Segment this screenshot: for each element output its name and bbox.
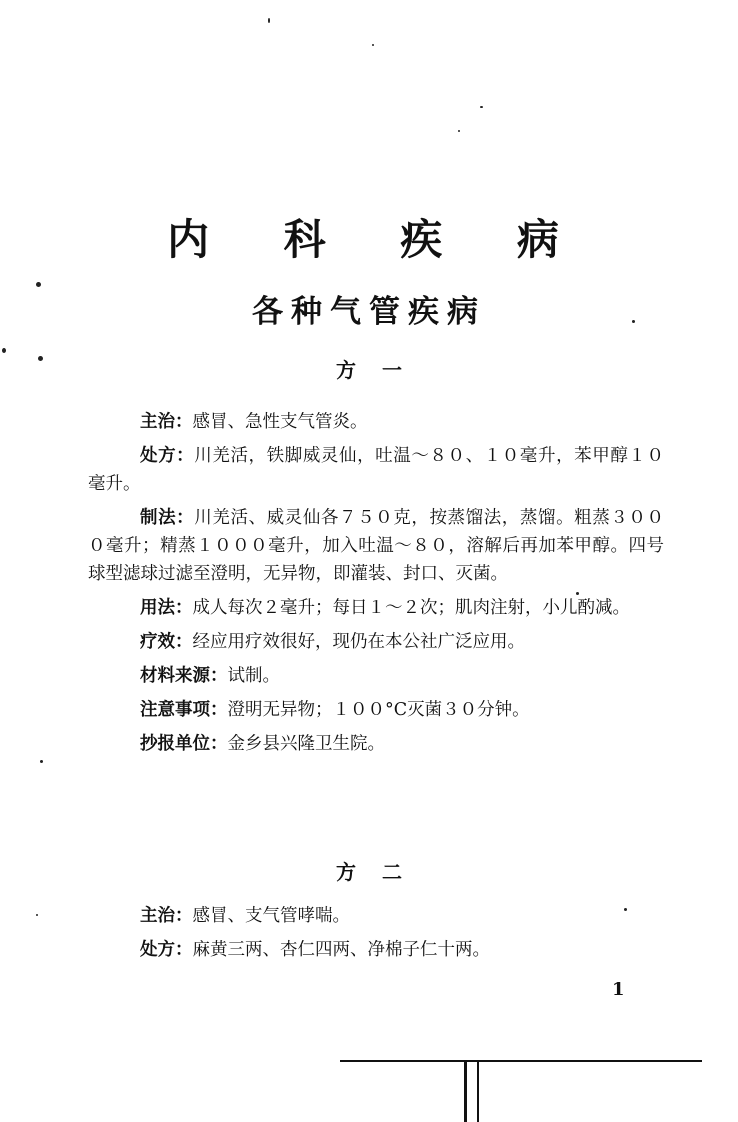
text-notes: 澄明无异物；１００°C灭菌３０分钟。 [227, 700, 530, 720]
binding-mark [464, 1062, 479, 1122]
label-preparation: 制法： [140, 508, 195, 528]
paragraph-reporter [88, 730, 664, 758]
paragraph-efficacy [88, 628, 664, 656]
prescription-heading-2: 方二 [336, 860, 428, 884]
paragraph-preparation [88, 504, 664, 588]
scan-speck [36, 282, 41, 287]
label-reporter: 抄报单位： [140, 734, 228, 754]
text-source: 试制。 [227, 666, 280, 686]
label-source: 材料来源： [140, 666, 228, 686]
text-efficacy: 经应用疗效很好，现仍在本公社广泛应用。 [192, 632, 525, 652]
prescription-2-body [88, 902, 664, 970]
text-preparation: 川羌活、威灵仙各７５０克，按蒸馏法，蒸馏。粗蒸３０００毫升；精蒸１０００毫升，加入吐温～８０，溶解后再加苯甲醇。四号球型滤球过滤至澄明，无异物，即灌装、封口、灭菌。 [88, 508, 665, 584]
paragraph-usage [88, 594, 664, 622]
section-subtitle: 各种气管疾病 [252, 294, 486, 330]
text-reporter: 金乡县兴隆卫生院。 [227, 734, 385, 754]
page-number: 1 [612, 979, 625, 1000]
scan-speck [576, 592, 579, 595]
scan-speck [372, 44, 374, 46]
scan-speck [36, 914, 38, 916]
label-notes: 注意事项： [140, 700, 228, 720]
label-efficacy: 疗效： [140, 632, 193, 652]
paragraph-prescription [88, 442, 664, 498]
scan-speck [40, 760, 43, 763]
scan-speck [2, 348, 6, 353]
text-indications-2: 感冒、支气管哮喘。 [192, 906, 350, 926]
label-indications: 主治： [140, 412, 193, 432]
text-prescription: 川羌活，铁脚威灵仙，吐温～８０、１０毫升，苯甲醇１０毫升。 [88, 446, 665, 494]
paragraph-prescription-2 [88, 936, 664, 964]
text-usage: 成人每次２毫升；每日１～２次；肌肉注射，小儿酌减。 [192, 598, 630, 618]
paragraph-source [88, 662, 664, 690]
scan-speck [632, 320, 635, 323]
scan-speck [38, 356, 43, 361]
scan-speck [268, 18, 270, 23]
scan-speck [458, 130, 460, 132]
prescription-heading-1: 方一 [336, 358, 428, 382]
label-indications-2: 主治： [140, 906, 193, 926]
paragraph-notes [88, 696, 664, 724]
paragraph-indications-2 [88, 902, 664, 930]
bottom-rule [340, 1060, 702, 1062]
label-prescription: 处方： [140, 446, 195, 466]
text-indications: 感冒、急性支气管炎。 [192, 412, 368, 432]
scan-speck [624, 908, 627, 911]
label-prescription-2: 处方： [140, 940, 193, 960]
paragraph-indications [88, 408, 664, 436]
scan-speck [480, 106, 483, 108]
text-prescription-2: 麻黄三两、杏仁四两、净棉子仁十两。 [192, 940, 490, 960]
prescription-1-body [88, 408, 664, 764]
chapter-title: 内 科 疾 病 [167, 215, 589, 264]
label-usage: 用法： [140, 598, 193, 618]
